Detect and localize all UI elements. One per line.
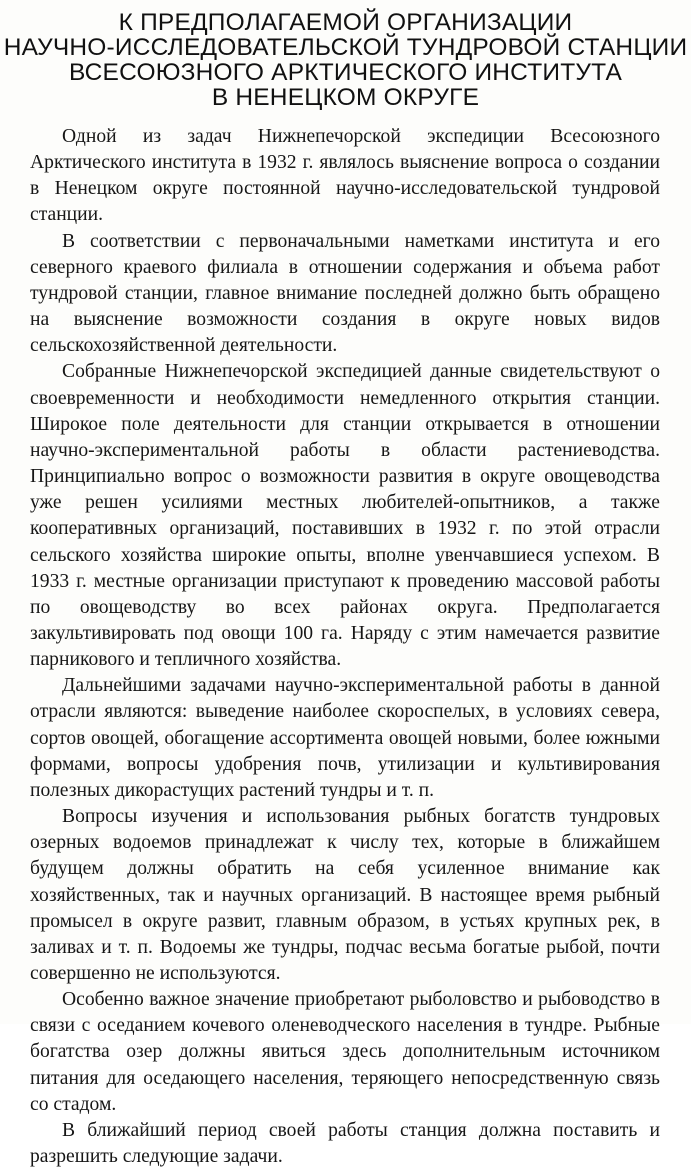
paragraph-2: В соответствии с первоначальными наметками института и его северного краевого филиала в отношении содержания и объема работ тундровой станции, главное внимание последней должно быть обращено на выяснение возможности создания в округе новых видов сельскохозяйственной деятельности. — [30, 230, 660, 357]
title-line-3: ВСЕСОЮЗНОГО АРКТИЧЕСКОГО ИНСТИТУТА — [68, 59, 623, 86]
article-body — [30, 124, 660, 1170]
title-line-2: НАУЧНО-ИССЛЕДОВАТЕЛЬСКОЙ ТУНДРОВОЙ СТАНЦИИ — [3, 34, 688, 61]
paragraph-7: В ближайший период своей работы станция должна поставить и разрешить следующие задачи. — [30, 1119, 660, 1168]
article-title — [0, 10, 691, 110]
paragraph-4: Дальнейшими задачами научно-экспериментальной работы в данной отрасли являются: выведение наиболее скороспелых, в условиях севера, сортов овощей, обогащение ассортимента овощей новыми, более южными формами, вопросы удобрения почв, утилизации и культивирования полезных дикорастущих растений тундры и т. п. — [30, 675, 660, 801]
paragraph-3: Собранные Нижнепечорской экспедицией данные свидетельствуют о своевременности и необходимости немедленного открытия станции. Широкое поле деятельности для станции открывается в отношении научно-экспериментальной работы в области растениеводства. Принципиально вопрос о возможности развития в округе овощеводства уже решен усилиями местных любителей-опытников, а также кооперативных организаций, поставивших в 1932 г. по этой отрасли сельского хозяйства широкие опыты, вполне увенчавшиеся успехом. В 1933 г. местные организации приступают к проведению массовой работы по овощеводству во всех районах округа. Предполагается закультивировать под овощи 100 га. Наряду с этим намечается развитие парникового и тепличного хозяйства. — [30, 361, 660, 671]
title-line-1: К ПРЕДПОЛАГАЕМОЙ ОРГАНИЗАЦИИ — [118, 9, 573, 36]
title-line-4: В НЕНЕЦКОМ ОКРУГЕ — [211, 84, 480, 111]
paragraph-6: Особенно важное значение приобретают рыболовство и рыбоводство в связи с оседанием кочевого оленеводческого населения в тундре. Рыбные богатства озер должны явиться здесь дополнительным источником питания для оседающего населения, теряющего непосредственную связь со стадом. — [30, 989, 660, 1115]
paragraph-1: Одной из задач Нижнепечорской экспедиции Всесоюзного Арктического института в 1932 г. являлось выяснение вопроса о создании в Ненецком округе постоянной научно-исследовательской тундровой станции. — [30, 126, 660, 226]
paragraph-5: Вопросы изучения и использования рыбных богатств тундровых озерных водоемов принадлежат к числу тех, которые в ближайшем будущем должны обратить на себя усиленное внимание как хозяйственных, так и научных организаций. В настоящее время рыбный промысел в округе развит, главным образом, в устьях крупных рек, в заливах и т. п. Водоемы же тундры, подчас весьма богатые рыбой, почти совершенно не используются. — [30, 806, 660, 984]
